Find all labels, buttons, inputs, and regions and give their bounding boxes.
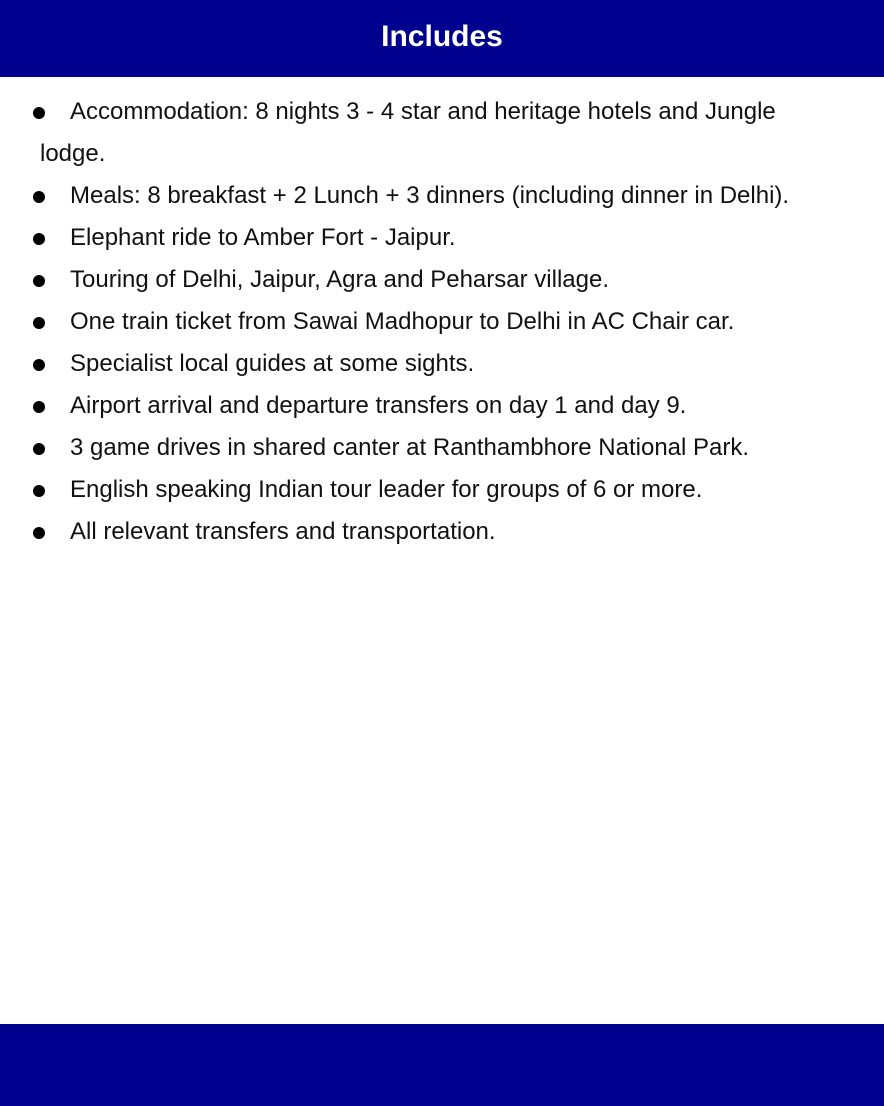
list-item-text: Touring of Delhi, Jaipur, Agra and Peharsar village.: [70, 266, 609, 293]
bullet-icon: [33, 317, 45, 329]
list-item-text: Specialist local guides at some sights.: [70, 350, 475, 377]
list-item: [0, 511, 884, 553]
list-item: [0, 343, 884, 385]
list-item-text: 3 game drives in shared canter at Ranthambhore National Park.: [70, 434, 750, 461]
list-item-text: Meals: 8 breakfast + 2 Lunch + 3 dinners (including dinner in Delhi).: [70, 182, 790, 209]
list-item: [0, 91, 884, 175]
bullet-icon: [33, 485, 45, 497]
list-item: [0, 175, 884, 217]
list-item-text: One train ticket from Sawai Madhopur to Delhi in AC Chair car.: [70, 308, 735, 335]
bullet-icon: [33, 527, 45, 539]
bullet-icon: [33, 443, 45, 455]
bullet-icon: [33, 107, 45, 119]
list-item-text: English speaking Indian tour leader for groups of 6 or more.: [70, 476, 703, 503]
list-item: [0, 217, 884, 259]
list-item-text-continuation: lodge.: [40, 140, 106, 167]
list-item: [0, 301, 884, 343]
includes-list: [0, 91, 884, 553]
bullet-icon: [33, 401, 45, 413]
bullet-icon: [33, 233, 45, 245]
bullet-icon: [33, 359, 45, 371]
list-item: [0, 259, 884, 301]
footer-banner: [0, 1024, 884, 1106]
list-item: [0, 469, 884, 511]
list-item-text: Airport arrival and departure transfers on day 1 and day 9.: [70, 392, 687, 419]
page-title: Includes: [381, 19, 503, 53]
list-item-text: Elephant ride to Amber Fort - Jaipur.: [70, 224, 456, 251]
list-item: [0, 385, 884, 427]
header-banner: [0, 0, 884, 77]
list-item-text: All relevant transfers and transportation.: [70, 518, 496, 545]
bullet-icon: [33, 275, 45, 287]
list-item-text: Accommodation: 8 nights 3 - 4 star and heritage hotels and Jungle: [70, 98, 776, 125]
list-item: [0, 427, 884, 469]
bullet-icon: [33, 191, 45, 203]
